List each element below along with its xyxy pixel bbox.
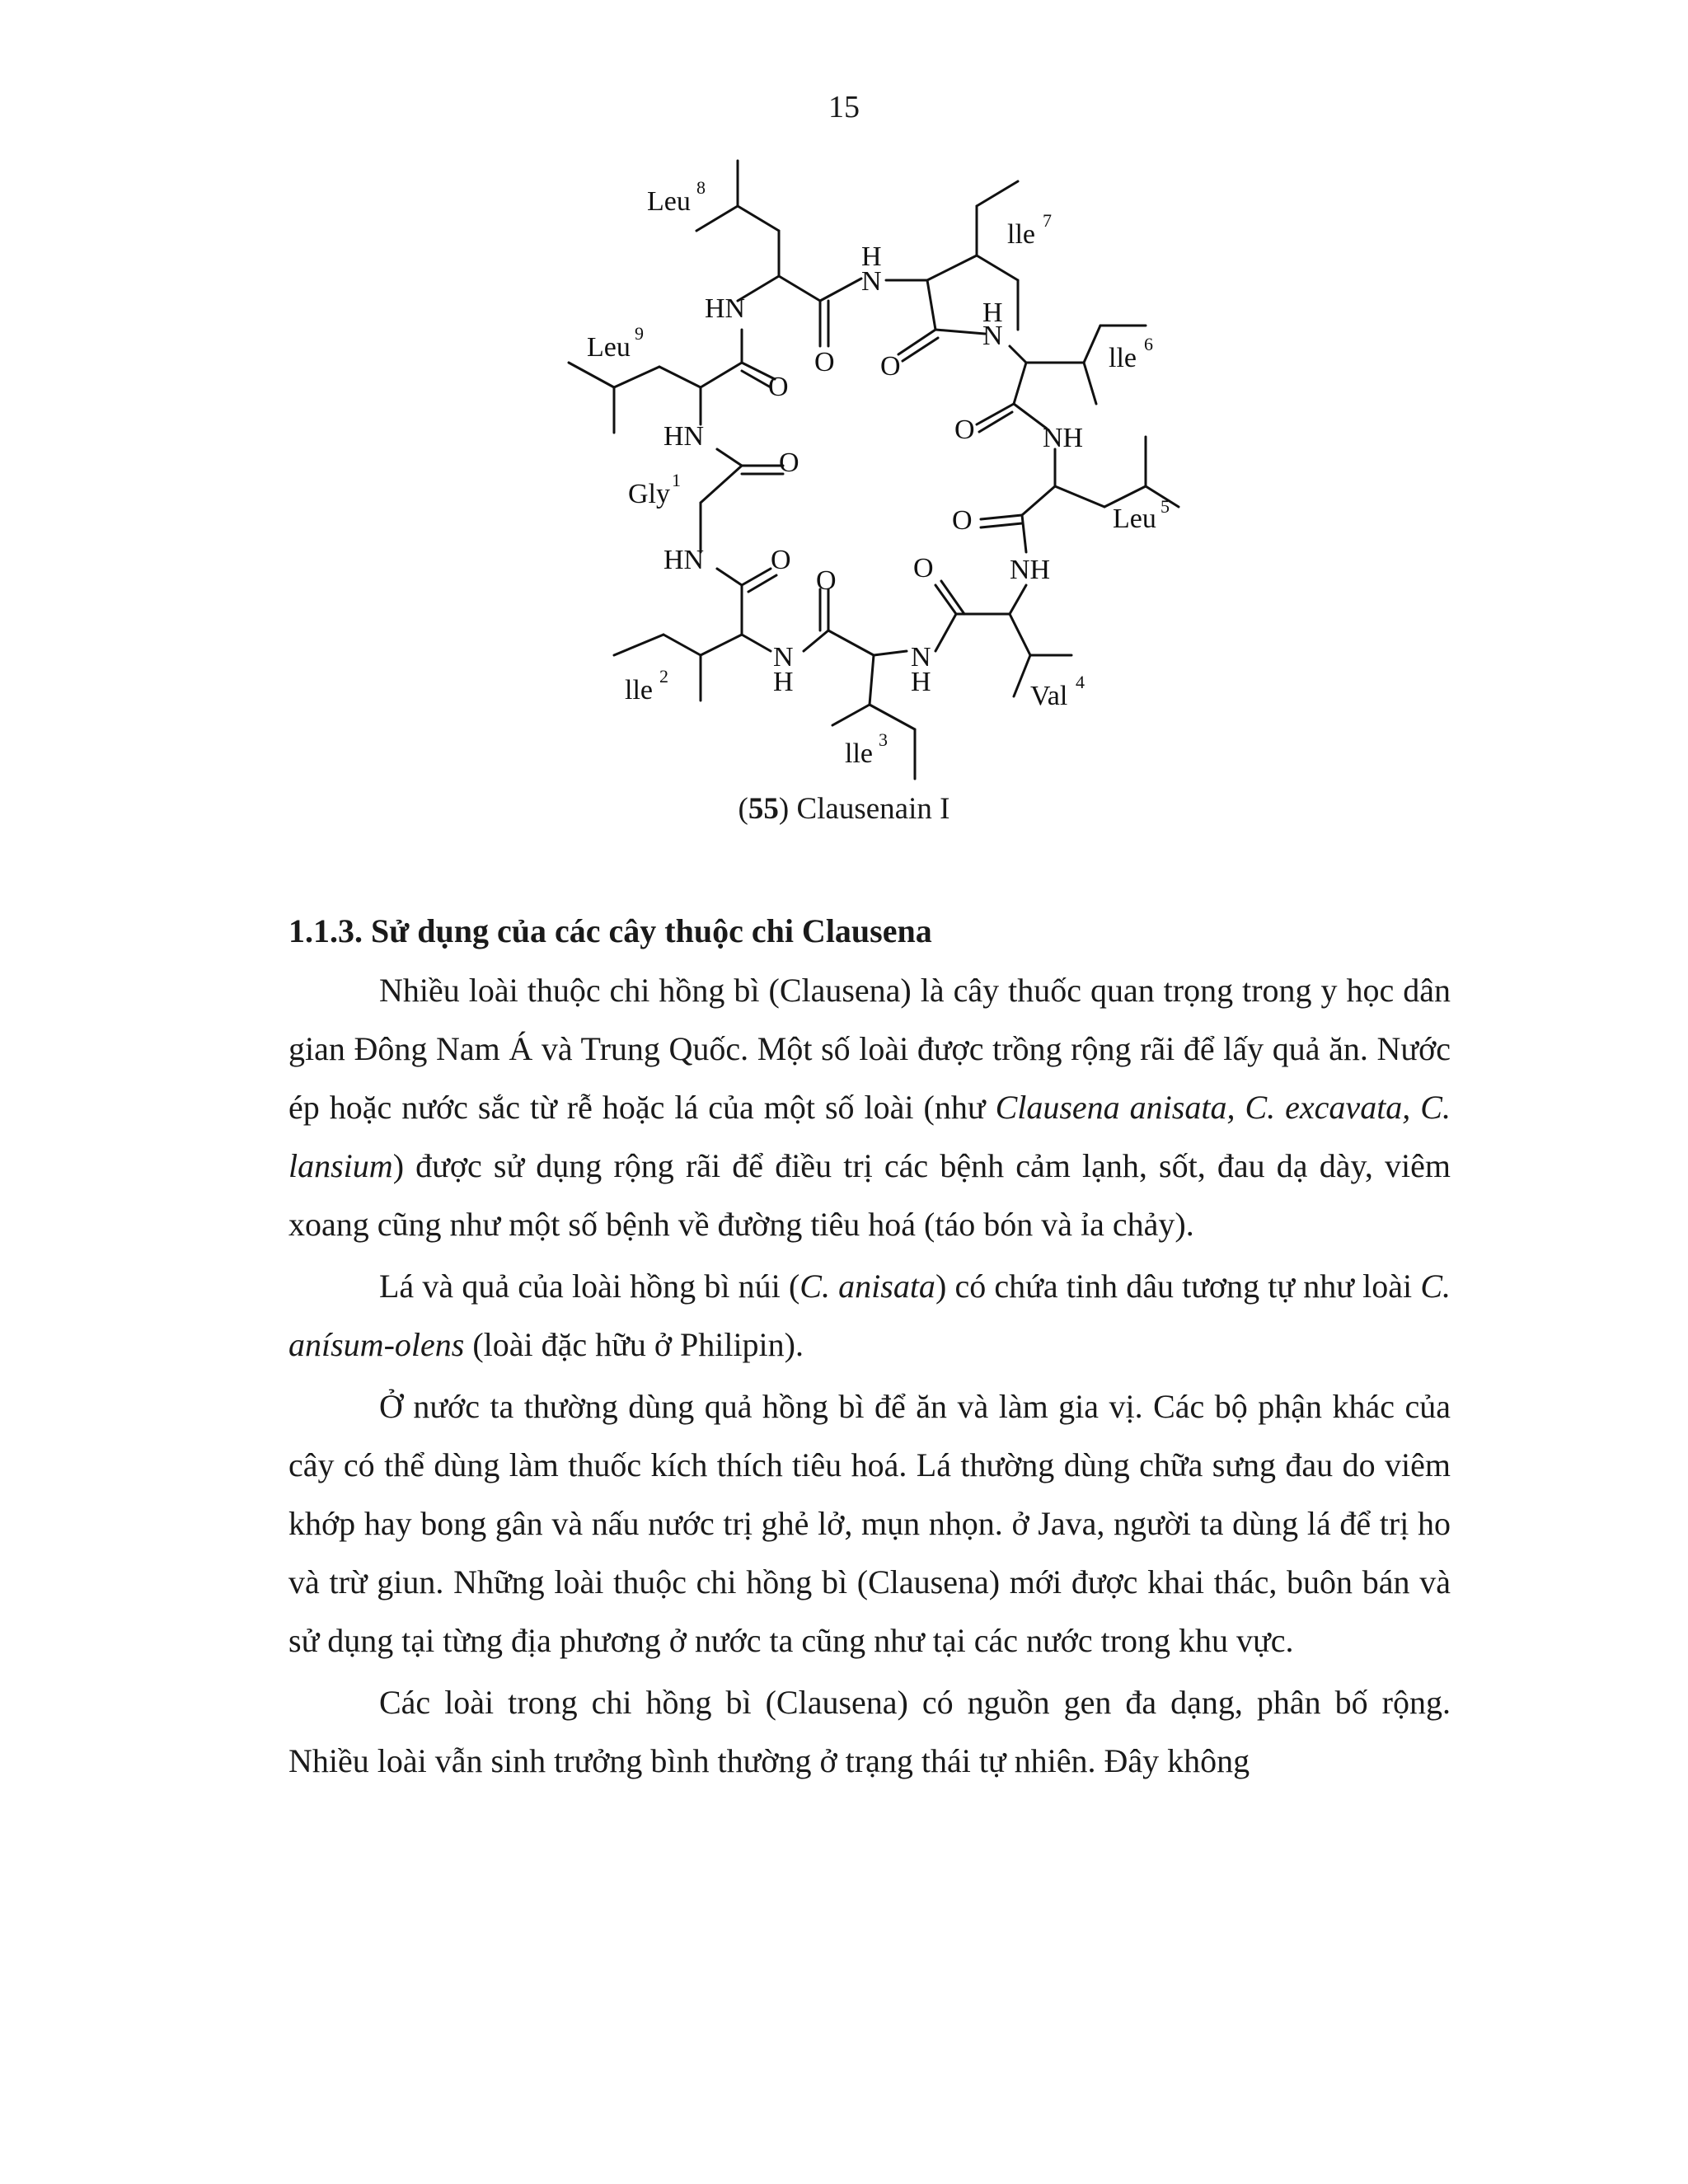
atom-o-3: O bbox=[768, 372, 789, 402]
atom-o-9: O bbox=[816, 565, 837, 596]
label-ile7: lle bbox=[1007, 219, 1035, 250]
structure-caption bbox=[0, 791, 1688, 827]
label-ile6: lle bbox=[1109, 343, 1137, 373]
label-val4: Val bbox=[1030, 681, 1068, 711]
atom-hn-3: HN bbox=[663, 545, 705, 575]
paragraph-4: Các loài trong chi hồng bì (Clausena) có nguồn gen đa dạng, phân bố rộng. Nhiều loài vẫn sinh trưởng bình thường ở trạng thái tự nhiên. Đây không bbox=[288, 1684, 1451, 1779]
atom-o-5: O bbox=[779, 448, 799, 478]
label-leu9: Leu bbox=[587, 332, 631, 363]
paragraph-2-species-2: C. anísum-olens bbox=[288, 1268, 1451, 1363]
paragraph-3: Ở nước ta thường dùng quả hồng bì để ăn và làm gia vị. Các bộ phận khác của cây có thể dùng làm thuốc kích thích tiêu hoá. Lá thường dùng chữa sưng đau do viêm khớp hay bong gân và nấu nước trị ghẻ lở, mụn nhọn. ở Java, người ta dùng lá để trị ho và trừ giun. Những loài thuộc chi hồng bì (Clausena) mới được khai thác, buôn bán và sử dụng tại từng địa phương ở nước ta cũng như tại các nước trong khu vực. bbox=[288, 1388, 1451, 1659]
atom-o-7: O bbox=[771, 545, 791, 575]
sup-ile3: 3 bbox=[879, 729, 888, 750]
paragraph-2-species-1: C. anisata bbox=[799, 1268, 935, 1305]
atom-nh-2: NH bbox=[1010, 555, 1051, 585]
atom-h-4: H bbox=[911, 667, 931, 697]
body-content bbox=[288, 907, 1451, 1793]
atom-o-2: O bbox=[880, 351, 901, 382]
atom-o-1: O bbox=[814, 347, 835, 377]
caption-number: 55 bbox=[748, 792, 779, 826]
atom-hn-1: HN bbox=[705, 293, 746, 324]
paragraph-1-species: Clausena anisata, C. excavata, C. lansium bbox=[288, 1089, 1451, 1184]
sup-leu9: 9 bbox=[635, 323, 644, 344]
paragraph-2-text-b: ) có chứa tinh dâu tương tự như loài bbox=[935, 1268, 1421, 1305]
paragraph-1-text-a: Nhiều loài thuộc chi hồng bì (Clausena) là cây thuốc quan trọng trong y học dân gian Đông Nam Á và Trung Quốc. Một số loài được trồng rộng rãi để lấy quả ăn. Nước ép hoặc nước sắc từ rễ hoặc lá của một số loài (như bbox=[288, 972, 1451, 1126]
atom-h-1: H bbox=[861, 241, 882, 272]
atom-o-6: O bbox=[952, 505, 973, 536]
label-ile3: lle bbox=[845, 738, 873, 769]
sup-val4: 4 bbox=[1076, 672, 1085, 692]
atom-hn-2: HN bbox=[663, 421, 705, 452]
atom-n-3: N bbox=[773, 642, 794, 673]
sup-ile2: 2 bbox=[659, 666, 668, 687]
caption-name: Clausenain I bbox=[789, 792, 950, 826]
caption-open: ( bbox=[738, 792, 748, 826]
caption-close: ) bbox=[778, 792, 790, 826]
sup-ile7: 7 bbox=[1043, 210, 1052, 231]
sup-leu8: 8 bbox=[696, 177, 706, 198]
paragraph-2-text-a: Lá và quả của loài hồng bì núi ( bbox=[379, 1268, 800, 1305]
atom-n-4: N bbox=[911, 642, 931, 673]
sup-gly1: 1 bbox=[672, 470, 681, 490]
sup-leu5: 5 bbox=[1160, 496, 1170, 517]
atom-h-3: H bbox=[773, 667, 794, 697]
sup-ile6: 6 bbox=[1144, 334, 1153, 354]
section-heading: 1.1.3. Sử dụng của các cây thuộc chi Clausena bbox=[288, 912, 932, 949]
label-gly1: Gly bbox=[628, 479, 670, 509]
paragraph-2-text-c: (loài đặc hữu ở Philipin). bbox=[464, 1326, 804, 1363]
atom-n-2: N bbox=[982, 321, 1003, 351]
atom-n-1: N bbox=[861, 266, 882, 297]
atom-o-4: O bbox=[954, 415, 975, 445]
page-number: 15 bbox=[828, 90, 860, 124]
atom-o-8: O bbox=[913, 553, 934, 583]
label-ile2: lle bbox=[625, 675, 653, 705]
paragraph-2 bbox=[288, 1257, 1451, 1374]
atom-nh-1: NH bbox=[1043, 423, 1084, 453]
label-leu5: Leu bbox=[1113, 504, 1156, 534]
chemical-structure-clausenain-i bbox=[544, 140, 1203, 799]
paragraph-1-text-b: ) được sử dụng rộng rãi để điều trị các bệnh cảm lạnh, sốt, đau dạ dày, viêm xoang cũng như một số bệnh về đường tiêu hoá (táo bón và ỉa chảy). bbox=[288, 1147, 1451, 1243]
label-leu8: Leu bbox=[647, 186, 691, 217]
atom-h-2: H bbox=[982, 298, 1003, 328]
paragraph-1 bbox=[288, 961, 1451, 1254]
